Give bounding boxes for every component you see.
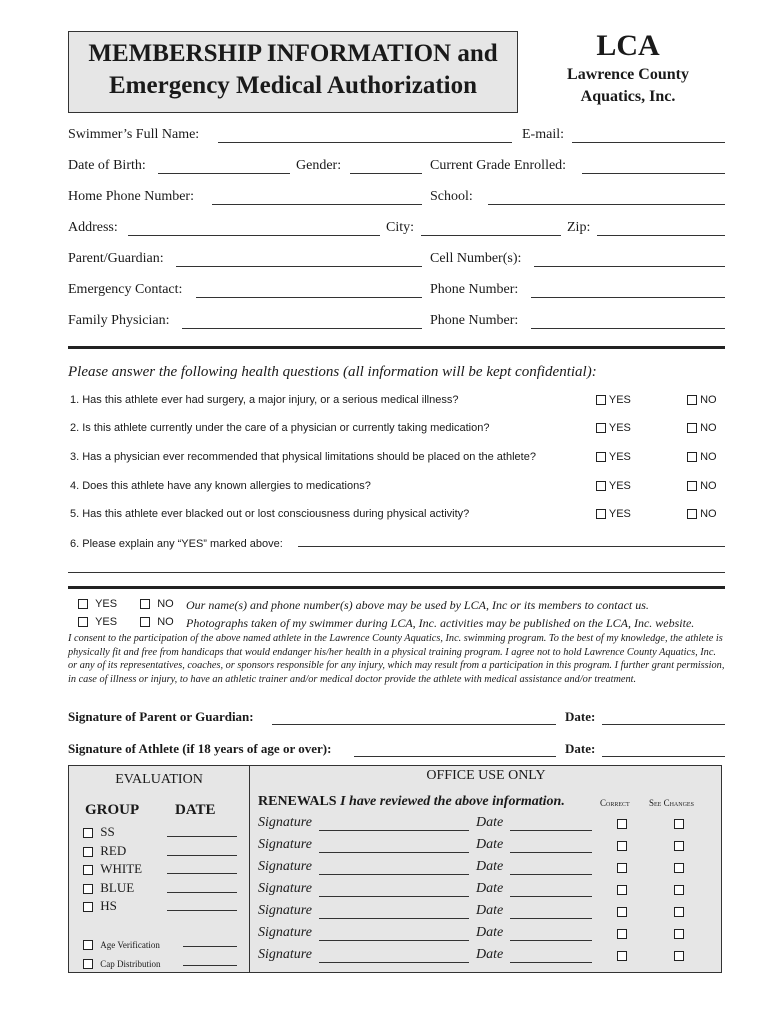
- cap-distribution-row: [83, 955, 161, 971]
- photo-consent-text: Photographs taken of my swimmer during LCA, Inc. activities may be published on the LCA, Inc. website.: [186, 616, 695, 630]
- gender-field[interactable]: [350, 173, 422, 174]
- question-yes-option: [596, 394, 631, 406]
- group-date-field[interactable]: [167, 836, 237, 837]
- group-item: [83, 880, 134, 896]
- renewal-signature-label: Signature: [258, 903, 312, 918]
- renewal-signature-field[interactable]: [319, 852, 469, 853]
- question-no-checkbox[interactable]: [687, 423, 697, 433]
- renewal-signature-label: Signature: [258, 837, 312, 852]
- renewal-date-field[interactable]: [510, 874, 592, 875]
- renewal-row: [258, 881, 723, 901]
- correct-checkbox[interactable]: [617, 819, 627, 829]
- physician-field[interactable]: [182, 328, 422, 329]
- row-emergency: [68, 282, 725, 302]
- renewal-signature-field[interactable]: [319, 896, 469, 897]
- address-label: Address:: [68, 220, 118, 235]
- renewal-row: [258, 815, 723, 835]
- photo-yes-checkbox[interactable]: [78, 617, 88, 627]
- renewal-date-field[interactable]: [510, 830, 592, 831]
- contact-consent-text: Our name(s) and phone number(s) above may be used by LCA, Inc or its members to contact us.: [186, 598, 649, 612]
- health-question: 2. Is this athlete currently under the care of a physician or currently taking medication?: [70, 422, 490, 434]
- athlete-signature-field[interactable]: [354, 756, 556, 757]
- group-item: [83, 843, 126, 859]
- see-changes-column-header: See Changes: [649, 798, 694, 808]
- health-question: 5. Has this athlete ever blacked out or lost consciousness during physical activity?: [70, 508, 470, 520]
- question-no-option: [687, 394, 717, 406]
- see-changes-checkbox[interactable]: [674, 819, 684, 829]
- form-title-line2: Emergency Medical Authorization: [109, 72, 477, 99]
- renewal-signature-field[interactable]: [319, 918, 469, 919]
- question-yes-checkbox[interactable]: [596, 452, 606, 462]
- question-no-option: [687, 422, 717, 434]
- address-field[interactable]: [128, 235, 380, 236]
- row-name-email: [68, 127, 725, 147]
- office-divider: [249, 766, 250, 972]
- correct-checkbox[interactable]: [617, 885, 627, 895]
- phone1-label: Phone Number:: [430, 282, 519, 297]
- renewal-signature-field[interactable]: [319, 830, 469, 831]
- see-changes-checkbox[interactable]: [674, 907, 684, 917]
- phone1-field[interactable]: [531, 297, 725, 298]
- age-verification-checkbox[interactable]: [83, 940, 93, 950]
- parent-field[interactable]: [176, 266, 422, 267]
- correct-checkbox[interactable]: [617, 929, 627, 939]
- renewal-row: [258, 837, 723, 857]
- renewal-date-label: Date: [476, 903, 504, 918]
- athlete-date-field[interactable]: [602, 756, 725, 757]
- group-label: RED: [100, 842, 127, 858]
- consent-paragraph: I consent to the participation of the above named athlete in the Lawrence County Aquatics, Inc. swimming program. To the best of my knowledge, the athlete is physically fit and free from handicaps that would endanger his/her health in a physical training program. I agree not to hold Lawrence County Aquatics, Inc. or any of its representatives, coaches, or sponsors responsible for any injury, which may result from a participation in this program. I further grant permission, in case of illness or injury, to have an athletic trainer and/or medical doctor provide the athlete with medical assistance and/or treatment.: [68, 633, 725, 685]
- group-label: WHITE: [100, 861, 143, 876]
- form-title-box: [68, 31, 518, 113]
- org-abbr: LCA: [596, 29, 660, 62]
- question-no-checkbox[interactable]: [687, 481, 697, 491]
- group-checkbox[interactable]: [83, 884, 93, 894]
- cell-field[interactable]: [534, 266, 725, 267]
- question-yes-option: [596, 480, 631, 492]
- row-parent-cell: [68, 251, 725, 271]
- renewal-signature-label: Signature: [258, 815, 312, 830]
- question-yes-option: [596, 451, 631, 463]
- school-field[interactable]: [488, 204, 725, 205]
- office-use-box: [68, 765, 722, 973]
- renewal-row: [258, 947, 723, 967]
- age-verification-field[interactable]: [183, 946, 237, 947]
- question-yes-label: YES: [608, 480, 631, 492]
- group-header: GROUP: [85, 802, 140, 818]
- question-yes-label: YES: [608, 508, 631, 520]
- renewal-date-label: Date: [476, 947, 504, 962]
- renewal-date-label: Date: [476, 815, 504, 830]
- dob-field[interactable]: [158, 173, 290, 174]
- see-changes-checkbox[interactable]: [674, 951, 684, 961]
- home-phone-field[interactable]: [212, 204, 422, 205]
- correct-checkbox[interactable]: [617, 863, 627, 873]
- parent-signature-label: Signature of Parent or Guardian:: [68, 709, 254, 724]
- question-yes-checkbox[interactable]: [596, 423, 606, 433]
- health-question: 1. Has this athlete ever had surgery, a major injury, or a serious medical illness?: [70, 394, 459, 406]
- renewal-date-label: Date: [476, 925, 504, 940]
- question-no-label: NO: [700, 394, 717, 406]
- phone2-field[interactable]: [531, 328, 725, 329]
- renewals-statement: [258, 794, 565, 810]
- row-dob-gender-grade: [68, 158, 725, 178]
- group-item: [83, 861, 142, 877]
- contact-no-label: NO: [157, 598, 174, 610]
- phone2-label: Phone Number:: [430, 313, 519, 328]
- group-date-field[interactable]: [167, 892, 237, 893]
- question-no-option: [687, 508, 717, 520]
- athlete-date-label: Date:: [565, 741, 596, 756]
- row-phone-school: [68, 189, 725, 209]
- renewal-row: [258, 925, 723, 945]
- question-yes-option: [596, 422, 631, 434]
- group-item: [83, 824, 115, 840]
- age-verification-row: [83, 936, 160, 952]
- question-no-checkbox[interactable]: [687, 509, 697, 519]
- group-checkbox[interactable]: [83, 865, 93, 875]
- question-yes-label: YES: [608, 422, 631, 434]
- see-changes-checkbox[interactable]: [674, 863, 684, 873]
- renewal-date-field[interactable]: [510, 896, 592, 897]
- contact-consent-row: [78, 598, 174, 610]
- group-date-field[interactable]: [167, 855, 237, 856]
- dob-label: Date of Birth:: [68, 158, 146, 173]
- group-label: SS: [100, 824, 115, 839]
- correct-checkbox[interactable]: [617, 951, 627, 961]
- renewal-row: [258, 903, 723, 923]
- form-title-line1: MEMBERSHIP INFORMATION and: [88, 40, 498, 67]
- renewal-date-field[interactable]: [510, 940, 592, 941]
- renewal-signature-label: Signature: [258, 925, 312, 940]
- zip-label: Zip:: [567, 220, 591, 235]
- consent-divider: [68, 586, 725, 589]
- question-no-label: NO: [700, 422, 717, 434]
- question-no-checkbox[interactable]: [687, 395, 697, 405]
- group-date-field[interactable]: [167, 873, 237, 874]
- renewal-date-field[interactable]: [510, 962, 592, 963]
- emergency-field[interactable]: [196, 297, 422, 298]
- group-label: BLUE: [100, 879, 135, 895]
- parent-label: Parent/Guardian:: [68, 251, 164, 266]
- question-yes-label: YES: [608, 451, 631, 463]
- correct-checkbox[interactable]: [617, 907, 627, 917]
- renewals-label: RENEWALS: [258, 794, 337, 809]
- question-no-label: NO: [700, 480, 717, 492]
- org-name-line2: Aquatics, Inc.: [580, 88, 676, 105]
- grade-field[interactable]: [582, 173, 725, 174]
- renewal-date-label: Date: [476, 837, 504, 852]
- group-item: [83, 898, 117, 914]
- group-checkbox[interactable]: [83, 902, 93, 912]
- emergency-label: Emergency Contact:: [68, 282, 183, 297]
- swimmer-name-label: Swimmer’s Full Name:: [68, 127, 200, 142]
- physician-label: Family Physician:: [68, 313, 170, 328]
- correct-column-header: Correct: [600, 798, 630, 808]
- question-no-label: NO: [700, 451, 717, 463]
- school-label: School:: [430, 189, 473, 204]
- group-date-field[interactable]: [167, 910, 237, 911]
- contact-yes-label: YES: [95, 598, 118, 610]
- question-yes-checkbox[interactable]: [596, 481, 606, 491]
- question-yes-option: [596, 508, 631, 520]
- explain-label: 6. Please explain any “YES” marked above:: [70, 538, 283, 550]
- email-field[interactable]: [572, 142, 725, 143]
- org-logo-block: [548, 28, 708, 108]
- renewal-date-field[interactable]: [510, 852, 592, 853]
- home-phone-label: Home Phone Number:: [68, 189, 194, 204]
- see-changes-checkbox[interactable]: [674, 841, 684, 851]
- correct-checkbox[interactable]: [617, 841, 627, 851]
- question-no-option: [687, 480, 717, 492]
- renewal-signature-field[interactable]: [319, 962, 469, 963]
- photo-no-label: NO: [157, 616, 174, 628]
- question-no-option: [687, 451, 717, 463]
- row-address: [68, 220, 725, 240]
- cell-label: Cell Number(s):: [430, 251, 522, 266]
- city-field[interactable]: [421, 235, 561, 236]
- renewals-text: I have reviewed the above information.: [340, 794, 565, 809]
- cap-distribution-checkbox[interactable]: [83, 959, 93, 969]
- health-question: 3. Has a physician ever recommended that physical limitations should be placed on the athlete?: [70, 451, 536, 463]
- group-checkbox[interactable]: [83, 828, 93, 838]
- athlete-signature-label: Signature of Athlete (if 18 years of age or over):: [68, 741, 332, 756]
- photo-consent-row: [78, 616, 174, 628]
- contact-no-checkbox[interactable]: [140, 599, 150, 609]
- evaluation-title: EVALUATION: [115, 772, 203, 787]
- zip-field[interactable]: [597, 235, 725, 236]
- renewal-signature-field[interactable]: [319, 874, 469, 875]
- renewal-signature-label: Signature: [258, 881, 312, 896]
- parent-date-field[interactable]: [602, 724, 725, 725]
- group-checkbox[interactable]: [83, 847, 93, 857]
- see-changes-checkbox[interactable]: [674, 885, 684, 895]
- cap-distribution-field[interactable]: [183, 965, 237, 966]
- date-header: DATE: [175, 802, 216, 818]
- city-label: City:: [386, 220, 415, 235]
- question-yes-checkbox[interactable]: [596, 509, 606, 519]
- grade-label: Current Grade Enrolled:: [430, 158, 567, 173]
- row-physician: [68, 313, 725, 333]
- renewal-signature-field[interactable]: [319, 940, 469, 941]
- renewal-date-label: Date: [476, 859, 504, 874]
- renewal-date-label: Date: [476, 881, 504, 896]
- explain-field[interactable]: [298, 546, 725, 547]
- gender-label: Gender:: [296, 158, 342, 173]
- photo-no-checkbox[interactable]: [140, 617, 150, 627]
- org-name-line1: Lawrence County: [567, 66, 689, 83]
- question-yes-label: YES: [608, 394, 631, 406]
- office-use-title: OFFICE USE ONLY: [426, 768, 546, 783]
- cap-distribution-label: Cap Distribution: [100, 959, 161, 969]
- contact-yes-checkbox[interactable]: [78, 599, 88, 609]
- renewal-row: [258, 859, 723, 879]
- question-yes-checkbox[interactable]: [596, 395, 606, 405]
- question-no-label: NO: [700, 508, 717, 520]
- see-changes-checkbox[interactable]: [674, 929, 684, 939]
- age-verification-label: Age Verification: [100, 940, 160, 950]
- question-no-checkbox[interactable]: [687, 452, 697, 462]
- health-intro: Please answer the following health questions (all information will be kept confidential):: [68, 364, 597, 380]
- swimmer-name-field[interactable]: [218, 142, 512, 143]
- email-label: E-mail:: [522, 127, 564, 142]
- parent-signature-field[interactable]: [272, 724, 556, 725]
- health-question: 4. Does this athlete have any known allergies to medications?: [70, 480, 371, 492]
- explain-field-line2[interactable]: [68, 572, 725, 573]
- renewal-signature-label: Signature: [258, 947, 312, 962]
- renewal-signature-label: Signature: [258, 859, 312, 874]
- parent-date-label: Date:: [565, 709, 596, 724]
- section-divider: [68, 346, 725, 349]
- group-label: HS: [100, 898, 117, 913]
- photo-yes-label: YES: [95, 616, 118, 628]
- renewal-date-field[interactable]: [510, 918, 592, 919]
